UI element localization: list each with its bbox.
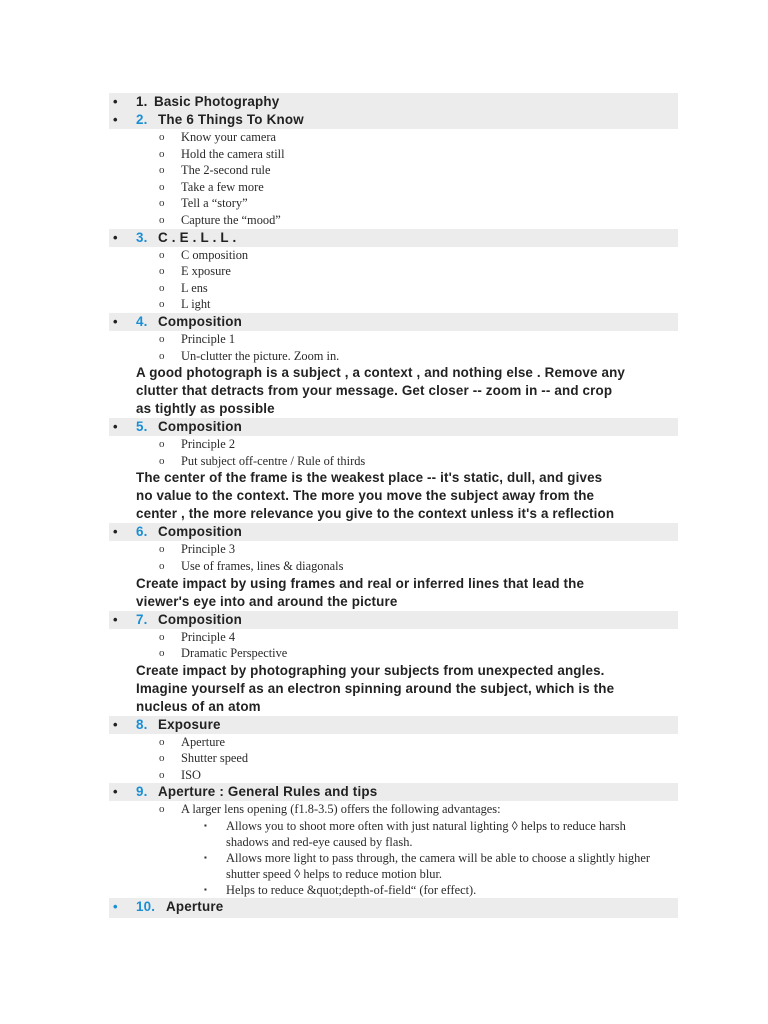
square-bullet-icon: ▪ [204, 821, 207, 831]
item-number: 10. [136, 899, 156, 915]
bullet-icon: • [113, 229, 118, 245]
sub-item: o A larger lens opening (f1.8-3.5) offers the following advantages: [159, 802, 501, 817]
circle-bullet-icon: o [159, 332, 165, 345]
list-item-2 [109, 111, 678, 129]
item-number: 3. [136, 229, 148, 245]
list-item-5 [109, 418, 678, 436]
list-item-1 [109, 93, 678, 111]
item-title: Aperture [166, 899, 224, 915]
sub-item: o L ens [159, 280, 208, 295]
item-title: Basic Photography [154, 94, 280, 109]
circle-bullet-icon: o [159, 630, 165, 643]
circle-bullet-icon: o [159, 803, 165, 816]
sub-item: o Aperture [159, 734, 226, 749]
circle-bullet-icon: o [159, 281, 165, 294]
sub-item: o Principle 3 [159, 542, 236, 557]
list-item-7 [109, 611, 678, 629]
sub-item: o Know your camera [159, 130, 276, 144]
sub-item: o Un-clutter the picture. Zoom in. [159, 348, 340, 363]
item-number: 1. [136, 94, 148, 109]
item-title: Composition [158, 419, 243, 435]
sub-item: o Put subject off-centre / Rule of thirds [159, 453, 366, 468]
circle-bullet-icon: o [159, 349, 165, 362]
list-item-6 [109, 523, 678, 541]
body-paragraph: Create impact by using frames and real or inferred lines that lead the viewer's eye into and around the picture [136, 575, 585, 609]
circle-bullet-icon: o [159, 131, 165, 143]
circle-bullet-icon: o [159, 265, 165, 278]
circle-bullet-icon: o [159, 454, 165, 467]
body-paragraph: Create impact by photographing your subjects from unexpected angles. Imagine yourself as an electron spinning around the subject, which is the nucleus of an atom [136, 662, 615, 714]
item-number: 2. [136, 112, 148, 127]
sub-item: o Use of frames, lines & diagonals [159, 558, 344, 573]
sub-item: o ISO [159, 767, 201, 782]
sub-item: o Dramatic Perspective [159, 646, 288, 661]
bullet-icon: • [113, 716, 118, 732]
bullet-icon: • [113, 419, 118, 435]
bullet-icon: • [113, 611, 118, 627]
sub-item: o Hold the camera still [159, 146, 285, 161]
bullet-icon: • [113, 112, 118, 127]
item-number: 7. [136, 611, 148, 627]
item-title: The 6 Things To Know [158, 112, 304, 127]
circle-bullet-icon: o [159, 559, 165, 572]
item-number: 4. [136, 313, 148, 329]
item-title: C . E . L . L . [158, 229, 237, 245]
body-paragraph: A good photograph is a subject , a context , and nothing else . Remove any clutter that detracts from your message. Get closer -- zoom in -- and crop as tightly as possible [136, 365, 626, 417]
list-item-3 [109, 229, 678, 247]
circle-bullet-icon: o [159, 647, 165, 660]
list-item-10 [109, 898, 678, 918]
square-bullet-icon: ▪ [204, 885, 207, 895]
sub-sub-item: ▪ Helps to reduce &quot;depth-of-field“ (for effect). [204, 883, 477, 898]
circle-bullet-icon: o [159, 213, 165, 226]
list-item-8 [109, 716, 678, 734]
bullet-icon: • [113, 94, 118, 109]
sub-sub-item: ▪ Allows you to shoot more often with just natural lighting ◊ helps to reduce harsh shadows and red-eye caused by flash. [204, 819, 626, 850]
item-title: Composition [158, 313, 243, 329]
square-bullet-icon: ▪ [204, 853, 207, 863]
sub-item: o C omposition [159, 247, 249, 262]
bullet-icon: • [113, 524, 118, 540]
body-paragraph: The center of the frame is the weakest place -- it's static, dull, and gives no value to the context. The more you move the subject away from the center , the more relevance you give to the context unless it's a reflection [136, 470, 615, 522]
item-title: Composition [158, 611, 243, 627]
sub-item: o Tell a “story” [159, 196, 248, 211]
item-title: Aperture : General Rules and tips [158, 784, 378, 800]
circle-bullet-icon: o [159, 147, 165, 160]
circle-bullet-icon: o [159, 752, 165, 765]
circle-bullet-icon: o [159, 298, 165, 311]
list-item-9 [109, 783, 678, 801]
sub-item: o The 2-second rule [159, 163, 271, 178]
sub-item: o L ight [159, 297, 211, 312]
sub-item: o Principle 1 [159, 331, 236, 346]
sub-item: o E xposure [159, 264, 231, 279]
sub-item: o Shutter speed [159, 751, 249, 766]
item-title: Composition [158, 524, 243, 540]
sub-item: o Capture the “mood” [159, 212, 281, 227]
bullet-icon: • [113, 313, 118, 329]
circle-bullet-icon: o [159, 164, 165, 177]
circle-bullet-icon: o [159, 248, 165, 261]
item-number: 9. [136, 784, 148, 800]
item-number: 6. [136, 524, 148, 540]
circle-bullet-icon: o [159, 735, 165, 748]
list-item-4 [109, 313, 678, 331]
circle-bullet-icon: o [159, 768, 165, 781]
sub-sub-item: ▪ Allows more light to pass through, the camera will be able to choose a slightly higher shutter speed ◊ helps to reduce motion blur. [204, 851, 650, 882]
circle-bullet-icon: o [159, 180, 165, 193]
item-title: Exposure [158, 716, 221, 732]
sub-item: o Take a few more [159, 179, 264, 194]
circle-bullet-icon: o [159, 543, 165, 556]
document-body [109, 93, 678, 918]
sub-item: o Principle 4 [159, 629, 236, 644]
item-number: 5. [136, 419, 148, 435]
bullet-icon: • [113, 784, 118, 800]
bullet-icon: • [113, 899, 118, 915]
sub-item: o Principle 2 [159, 437, 236, 452]
circle-bullet-icon: o [159, 197, 165, 210]
item-number: 8. [136, 716, 148, 732]
circle-bullet-icon: o [159, 438, 165, 451]
